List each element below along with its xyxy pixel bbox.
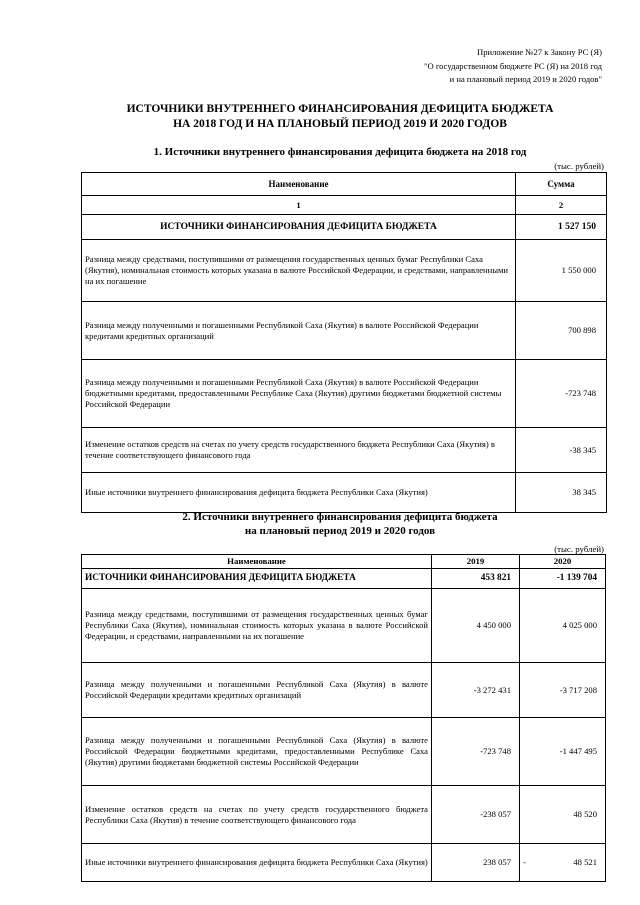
- row-value: 38 345: [516, 473, 607, 513]
- row-name: Разница между полученными и погашенными Республикой Саха (Якутия) в валюте Российской Федерации бюджетными кредитами, предоставленными Республике Саха (Якутия) другими бюджетами бюджетной системы Российской Федерации: [82, 718, 432, 786]
- total-name: ИСТОЧНИКИ ФИНАНСИРОВАНИЯ ДЕФИЦИТА БЮДЖЕТА: [82, 569, 432, 589]
- row-value: -38 345: [516, 428, 607, 473]
- row-name: Разница между средствами, поступившими от размещения государственных ценных бумаг Республики Саха (Якутия), номинальная стоимость которых указана в валюте Российской Федерации, и средствами, направленными на их погашение: [82, 589, 432, 663]
- row-value-2020: 4 025 000: [520, 589, 606, 663]
- row-value-2020: [520, 844, 606, 882]
- annex-line-1: Приложение №27 к Закону РС (Я): [477, 47, 602, 57]
- column-number-2: 2: [516, 196, 607, 215]
- row-name: Разница между средствами, поступившими от размещения государственных ценных бумаг Республики Саха (Якутия), номинальная стоимость которых указана в валюте Российской Федерации, и средствами, направленными на их погашение: [82, 240, 516, 302]
- dash-mark: -: [523, 857, 526, 867]
- total-row: [82, 569, 606, 589]
- section-2-table: [81, 554, 606, 882]
- table-row: [82, 718, 606, 786]
- row-value-2019: 238 057: [432, 844, 520, 882]
- table-row: [82, 589, 606, 663]
- table-header-row: [82, 555, 606, 569]
- row-name: Иные источники внутреннего финансирования дефицита бюджета Республики Саха (Якутия): [82, 473, 516, 513]
- section-2-title-line-2: на плановый период 2019 и 2020 годов: [244, 525, 436, 537]
- header-name: Наименование: [82, 555, 432, 569]
- document-title: [60, 102, 620, 132]
- row-name: Разница между полученными и погашенными Республикой Саха (Якутия) в валюте Российской Федерации бюджетными кредитами, предоставленными Республике Саха (Якутия) другими бюджетами бюджетной системы Российской Федерации: [82, 360, 516, 428]
- header-2020: 2020: [520, 555, 606, 569]
- table-row: [82, 428, 607, 473]
- section-1-title: [60, 145, 620, 159]
- row-name: Разница между полученными и погашенными Республикой Саха (Якутия) в валюте Российской Федерации кредитами кредитных организаций: [82, 302, 516, 360]
- total-name: ИСТОЧНИКИ ФИНАНСИРОВАНИЯ ДЕФИЦИТА БЮДЖЕТА: [82, 215, 516, 240]
- row-name: Разница между полученными и погашенными Республикой Саха (Якутия) в валюте Российской Федерации кредитами кредитных организаций: [82, 663, 432, 718]
- header-name: Наименование: [82, 173, 516, 196]
- annex-line-2: "О государственном бюджете РС (Я) на 2018 год: [423, 60, 602, 71]
- row-name: Изменение остатков средств на счетах по учету средств государственного бюджета Республики Саха (Якутия) в течение соответствующего финансового года: [82, 428, 516, 473]
- document-title-line-1: ИСТОЧНИКИ ВНУТРЕННЕГО ФИНАНСИРОВАНИЯ ДЕФИЦИТА БЮДЖЕТА: [126, 103, 554, 115]
- row-value-2020: 48 520: [520, 786, 606, 844]
- document-title-line-2: НА 2018 ГОД И НА ПЛАНОВЫЙ ПЕРИОД 2019 И 2020 ГОДОВ: [173, 118, 507, 130]
- row-value-2019: -3 272 431: [432, 663, 520, 718]
- row-value-2019: -238 057: [432, 786, 520, 844]
- total-row: [82, 215, 607, 240]
- total-value: 1 527 150: [516, 215, 607, 240]
- header-sum: Сумма: [516, 173, 607, 196]
- section-2-title: [60, 510, 620, 538]
- row-value-2019: 4 450 000: [432, 589, 520, 663]
- column-number-row: [82, 196, 607, 215]
- table-row: [82, 240, 607, 302]
- section-1-table: [81, 172, 607, 513]
- table-header-row: [82, 173, 607, 196]
- row-value: 700 898: [516, 302, 607, 360]
- column-number-1: 1: [82, 196, 516, 215]
- section-1-units: (тыс. рублей): [554, 161, 604, 171]
- row-value-2020: -3 717 208: [520, 663, 606, 718]
- total-value-2019: 453 821: [432, 569, 520, 589]
- table-row: [82, 302, 607, 360]
- header-2019: 2019: [432, 555, 520, 569]
- annex-line-3: и на плановый период 2019 и 2020 годов": [449, 74, 602, 84]
- section-2-units: (тыс. рублей): [554, 544, 604, 554]
- row-value: 1 550 000: [516, 240, 607, 302]
- section-2-title-line-1: 2. Источники внутреннего финансирования дефицита бюджета: [182, 511, 498, 523]
- row-name: Иные источники внутреннего финансирования дефицита бюджета Республики Саха (Якутия): [82, 844, 432, 882]
- table-row: [82, 663, 606, 718]
- row-name: Изменение остатков средств на счетах по учету средств государственного бюджета Республики Саха (Якутия) в течение соответствующего финансового года: [82, 786, 432, 844]
- row-value-2019: -723 748: [432, 718, 520, 786]
- table-row: [82, 786, 606, 844]
- table-row: [82, 844, 606, 882]
- section-1-title-text: 1. Источники внутреннего финансирования дефицита бюджета на 2018 год: [153, 146, 527, 158]
- row-value-2020-amount: 48 521: [573, 857, 597, 867]
- table-row: [82, 360, 607, 428]
- row-value-2020: -1 447 495: [520, 718, 606, 786]
- row-value: -723 748: [516, 360, 607, 428]
- table-row: [82, 473, 607, 513]
- total-value-2020: -1 139 704: [520, 569, 606, 589]
- annex-note: [424, 46, 602, 87]
